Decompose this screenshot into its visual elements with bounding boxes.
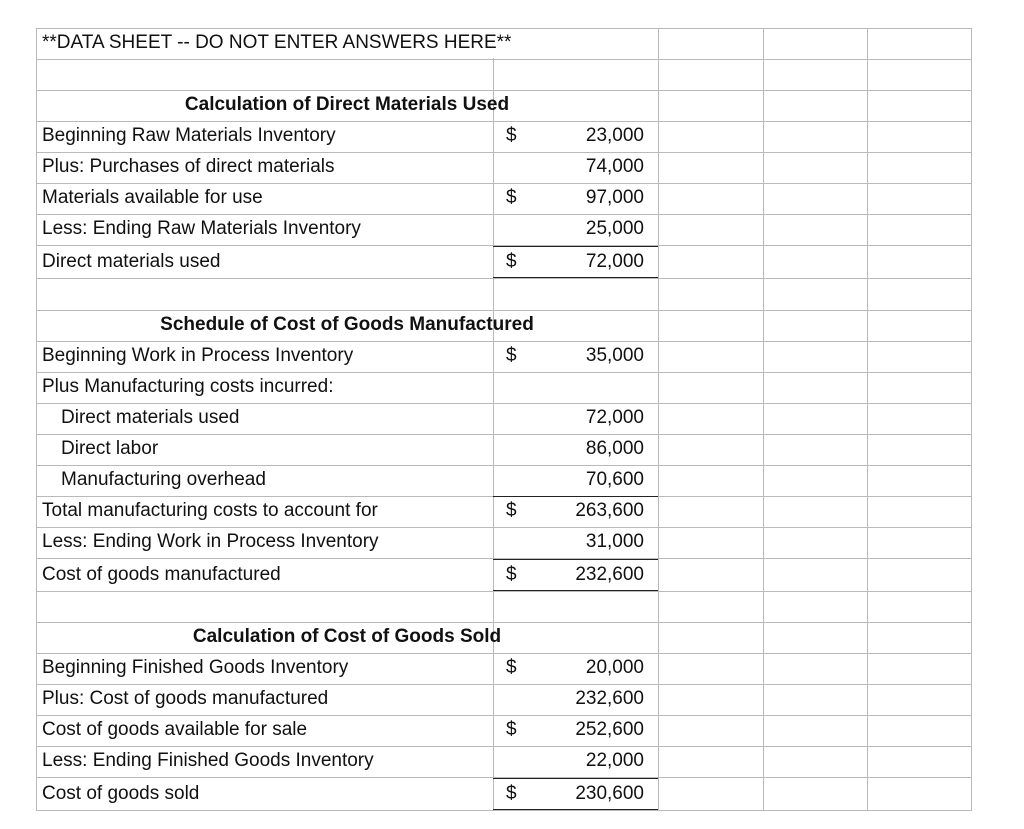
row-value[interactable]: 263,600 [575,500,644,521]
grid-hline [36,278,972,279]
currency-symbol: $ [506,251,517,272]
row-label[interactable]: Manufacturing overhead [61,469,266,490]
row-value[interactable]: 72,000 [585,251,644,272]
row-value[interactable]: 31,000 [585,531,644,552]
total-border-line [493,809,658,810]
spreadsheet-grid [36,28,972,811]
row-label[interactable]: Direct materials used [61,407,240,428]
row-label[interactable]: Less: Ending Raw Materials Inventory [42,218,361,239]
row-value[interactable]: 97,000 [585,187,644,208]
row-label[interactable]: Direct labor [61,438,159,459]
sheet-title[interactable]: **DATA SHEET -- DO NOT ENTER ANSWERS HERE** [42,32,512,53]
row-label[interactable]: Direct materials used [42,251,221,272]
row-value[interactable]: 22,000 [585,750,644,771]
row-label[interactable]: Cost of goods available for sale [42,719,308,740]
currency-symbol: $ [506,657,517,678]
row-label[interactable]: Cost of goods sold [42,783,200,804]
grid-vline [971,28,972,811]
row-value[interactable]: 74,000 [585,156,644,177]
row-value[interactable]: 20,000 [585,657,644,678]
grid-hline [36,59,972,60]
currency-symbol: $ [506,125,517,146]
row-label[interactable]: Materials available for use [42,187,263,208]
section-heading-cogs[interactable]: Calculation of Cost of Goods Sold [192,626,502,647]
row-label[interactable]: Less: Ending Finished Goods Inventory [42,750,374,771]
row-value[interactable]: 230,600 [575,783,644,804]
currency-symbol: $ [506,500,517,521]
row-value[interactable]: 86,000 [585,438,644,459]
total-border-line [493,277,658,278]
row-label[interactable]: Cost of goods manufactured [42,564,281,585]
row-value[interactable]: 72,000 [585,407,644,428]
row-label[interactable]: Plus: Purchases of direct materials [42,156,335,177]
grid-hline [36,434,972,435]
currency-symbol: $ [506,187,517,208]
currency-symbol: $ [506,345,517,366]
grid-vline [658,28,659,811]
currency-symbol: $ [506,719,517,740]
currency-symbol: $ [506,783,517,804]
grid-vline [867,28,868,811]
row-value[interactable]: 232,600 [575,688,644,709]
row-label[interactable]: Total manufacturing costs to account for [42,500,378,521]
row-label[interactable]: Plus Manufacturing costs incurred: [42,376,334,397]
row-value[interactable]: 232,600 [575,564,644,585]
row-label[interactable]: Beginning Finished Goods Inventory [42,657,349,678]
currency-symbol: $ [506,564,517,585]
grid-hline [36,810,972,811]
row-value[interactable]: 23,000 [585,125,644,146]
row-label[interactable]: Beginning Work in Process Inventory [42,345,354,366]
section-heading-cogm[interactable]: Schedule of Cost of Goods Manufactured [160,314,534,335]
grid-vline [763,28,764,811]
row-label[interactable]: Less: Ending Work in Process Inventory [42,531,379,552]
section-heading-direct-materials[interactable]: Calculation of Direct Materials Used [184,94,510,115]
row-label[interactable]: Beginning Raw Materials Inventory [42,125,336,146]
grid-hline [36,591,972,592]
row-value[interactable]: 25,000 [585,218,644,239]
total-border-line [493,590,658,591]
row-value[interactable]: 35,000 [585,345,644,366]
row-label[interactable]: Plus: Cost of goods manufactured [42,688,329,709]
row-value[interactable]: 70,600 [585,469,644,490]
row-value[interactable]: 252,600 [575,719,644,740]
grid-vline [36,28,37,811]
